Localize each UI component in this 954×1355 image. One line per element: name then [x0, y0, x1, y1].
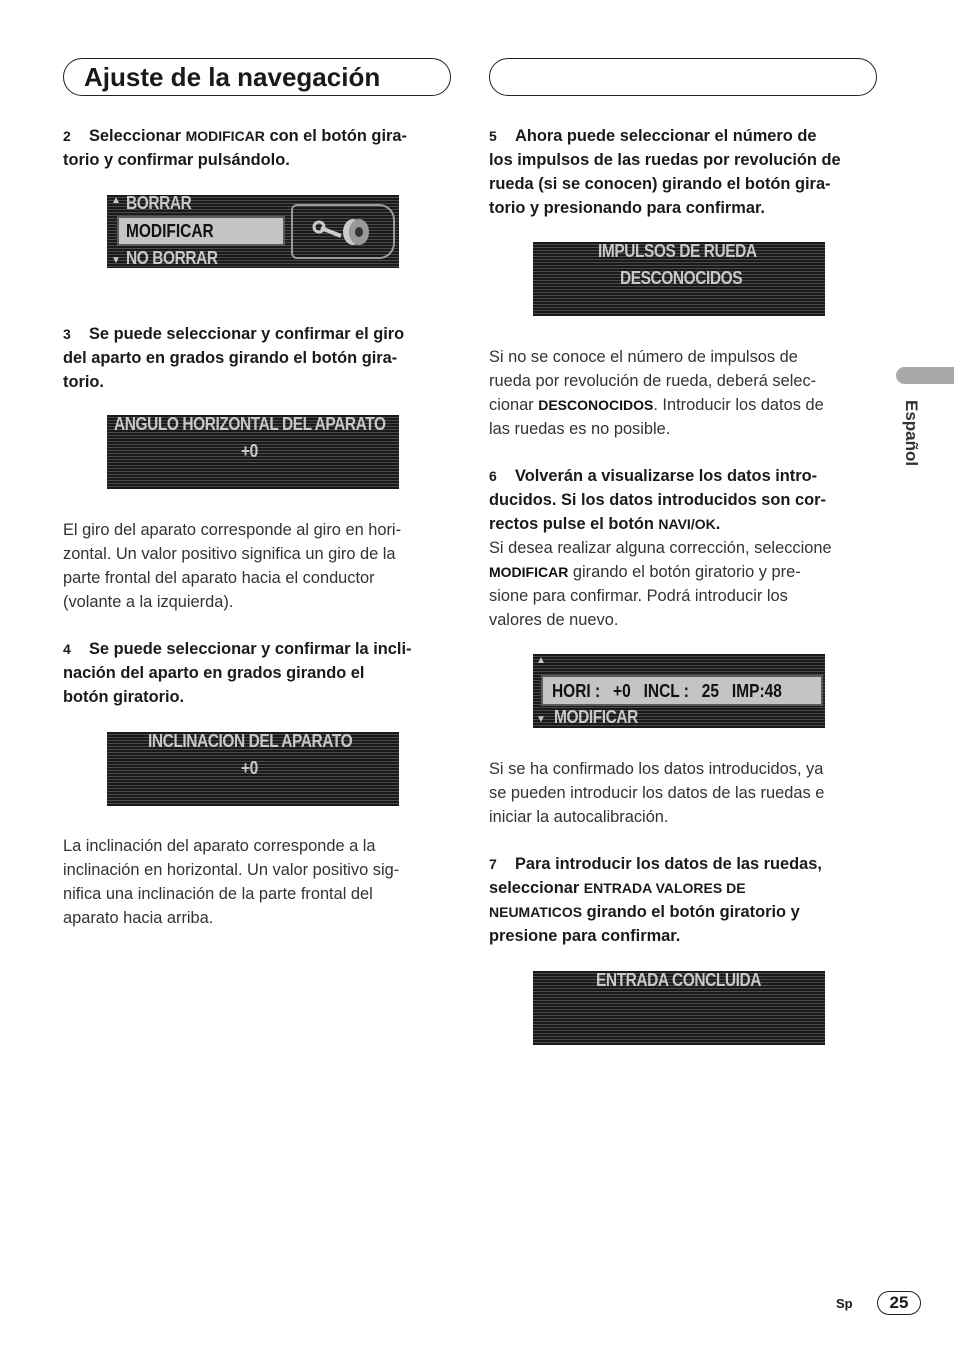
step-text: seleccionar [489, 879, 584, 897]
text-line: inclinación en horizontal. Un valor positivo sig- [63, 861, 400, 879]
step-number: 4 [63, 641, 71, 657]
page-title: Ajuste de la navegación [84, 62, 381, 92]
text-line: Si se ha confirmado los datos introducidos, ya [489, 760, 824, 778]
keyword: DESCONOCIDOS [538, 397, 654, 413]
text-line: iniciar la autocalibración. [489, 808, 669, 826]
text-line: aparato hacia arriba. [63, 909, 214, 927]
step-text: Ahora puede seleccionar el número de [515, 127, 817, 145]
text-line: La inclinación del aparato corresponde a la [63, 837, 376, 855]
text-line: . Introducir los datos de [653, 396, 824, 414]
text-line: Si no se conoce el número de impulsos de [489, 348, 798, 366]
display-selected-row [117, 216, 285, 246]
step-text: con el botón gira- [264, 127, 407, 145]
up-arrow-icon: ▲ [536, 655, 546, 666]
step-text: ducidos. Si los datos introducidos son cor- [489, 491, 826, 509]
language-tab [896, 367, 954, 384]
display-text: MODIFICAR [554, 707, 638, 727]
down-arrow-icon: ▼ [111, 255, 121, 266]
display-entrada-concluida [533, 971, 825, 1045]
step-number: 6 [489, 468, 497, 484]
text-line: (volante a la izquierda). [63, 593, 234, 611]
text-line: valores de nuevo. [489, 611, 619, 629]
step-text: Para introducir los datos de las ruedas, [515, 855, 822, 873]
paragraph-giro [63, 518, 455, 614]
text-line: Si desea realizar alguna corrección, seleccione [489, 539, 832, 557]
display-value: +0 [241, 758, 258, 778]
keyword: MODIFICAR [185, 128, 265, 144]
step-number: 3 [63, 326, 71, 342]
keyword: NEUMATICOS [489, 904, 583, 920]
text-line: sione para confirmar. Podrá introducir los [489, 587, 788, 605]
text-line: girando el botón giratorio y pre- [568, 563, 801, 581]
step-text: rectos pulse el botón [489, 515, 659, 533]
display-inclinacion [107, 732, 399, 806]
step-text: torio y presionando para confirmar. [489, 199, 765, 217]
text-line: rueda por revolución de rueda, deberá selec- [489, 372, 817, 390]
step-6 [489, 464, 881, 536]
keyword: ENTRADA VALORES DE [583, 880, 746, 896]
step-text: . [715, 515, 721, 533]
section-header-empty [489, 58, 877, 96]
section-header [63, 58, 451, 96]
display-value: +0 [241, 441, 258, 461]
step-text: Se puede seleccionar y confirmar el giro [89, 325, 405, 343]
step-7 [489, 852, 881, 948]
step-text: nación del aparto en grados girando el [63, 664, 365, 682]
step-number: 7 [489, 856, 497, 872]
step-text: presione para confirmar. [489, 927, 681, 945]
text-line: zontal. Un valor positivo significa un giro de la [63, 545, 396, 563]
step-text: los impulsos de las ruedas por revolución de [489, 151, 841, 169]
down-arrow-icon: ▼ [536, 714, 546, 725]
paragraph-correccion [489, 536, 881, 632]
display-resumen [533, 654, 825, 728]
text-line: nifica una inclinación de la parte frontal del [63, 885, 373, 903]
step-5 [489, 124, 881, 220]
step-text: torio. [63, 373, 104, 391]
step-text: girando el botón giratorio y [582, 903, 800, 921]
step-text: rueda (si se conocen) girando el botón gira- [489, 175, 831, 193]
step-4 [63, 637, 455, 709]
text-line: se pueden introducir los datos de las ruedas e [489, 784, 825, 802]
display-text: DESCONOCIDOS [620, 268, 743, 288]
step-text: Se puede seleccionar y confirmar la incli- [89, 640, 412, 658]
up-arrow-icon: ▲ [111, 195, 121, 206]
display-text: ANGULO HORIZONTAL DEL APARATO [114, 415, 386, 434]
keyword: NAVI/OK [658, 516, 716, 532]
step-3 [63, 322, 455, 394]
text-line: El giro del aparato corresponde al giro en hori- [63, 521, 402, 539]
display-borrar-modificar [107, 195, 399, 268]
display-angulo [107, 415, 399, 489]
step-2 [63, 124, 455, 172]
step-text: torio y confirmar pulsándolo. [63, 151, 290, 169]
page-number: 25 [877, 1291, 921, 1315]
text-line: las ruedas es no posible. [489, 420, 671, 438]
display-selected-text: HORI : +0 INCL : 25 IMP:48 [552, 681, 782, 701]
language-label: Español [902, 400, 921, 467]
text-line: cionar [489, 396, 539, 414]
display-selected-text: MODIFICAR [126, 221, 214, 241]
display-selected-row [541, 675, 823, 706]
text-line: parte frontal del aparato hacia el conductor [63, 569, 375, 587]
display-text: IMPULSOS DE RUEDA [598, 242, 757, 261]
step-number: 2 [63, 128, 71, 144]
wrench-wheel-icon [291, 204, 395, 259]
display-text: NO BORRAR [126, 248, 218, 268]
display-text: BORRAR [126, 195, 192, 213]
step-text: del aparto en grados girando el botón gira- [63, 349, 398, 367]
step-text: Seleccionar [89, 127, 186, 145]
paragraph-desconocidos [489, 345, 881, 441]
step-text: botón giratorio. [63, 688, 185, 706]
step-number: 5 [489, 128, 497, 144]
step-text: Volverán a visualizarse los datos intro- [515, 467, 818, 485]
paragraph-confirmado [489, 757, 881, 829]
language-code: Sp [836, 1296, 853, 1311]
display-text: ENTRADA CONCLUIDA [596, 971, 761, 990]
keyword: MODIFICAR [489, 564, 569, 580]
paragraph-inclinacion [63, 834, 455, 930]
display-impulsos [533, 242, 825, 316]
display-text: INCLINACION DEL APARATO [148, 732, 353, 751]
